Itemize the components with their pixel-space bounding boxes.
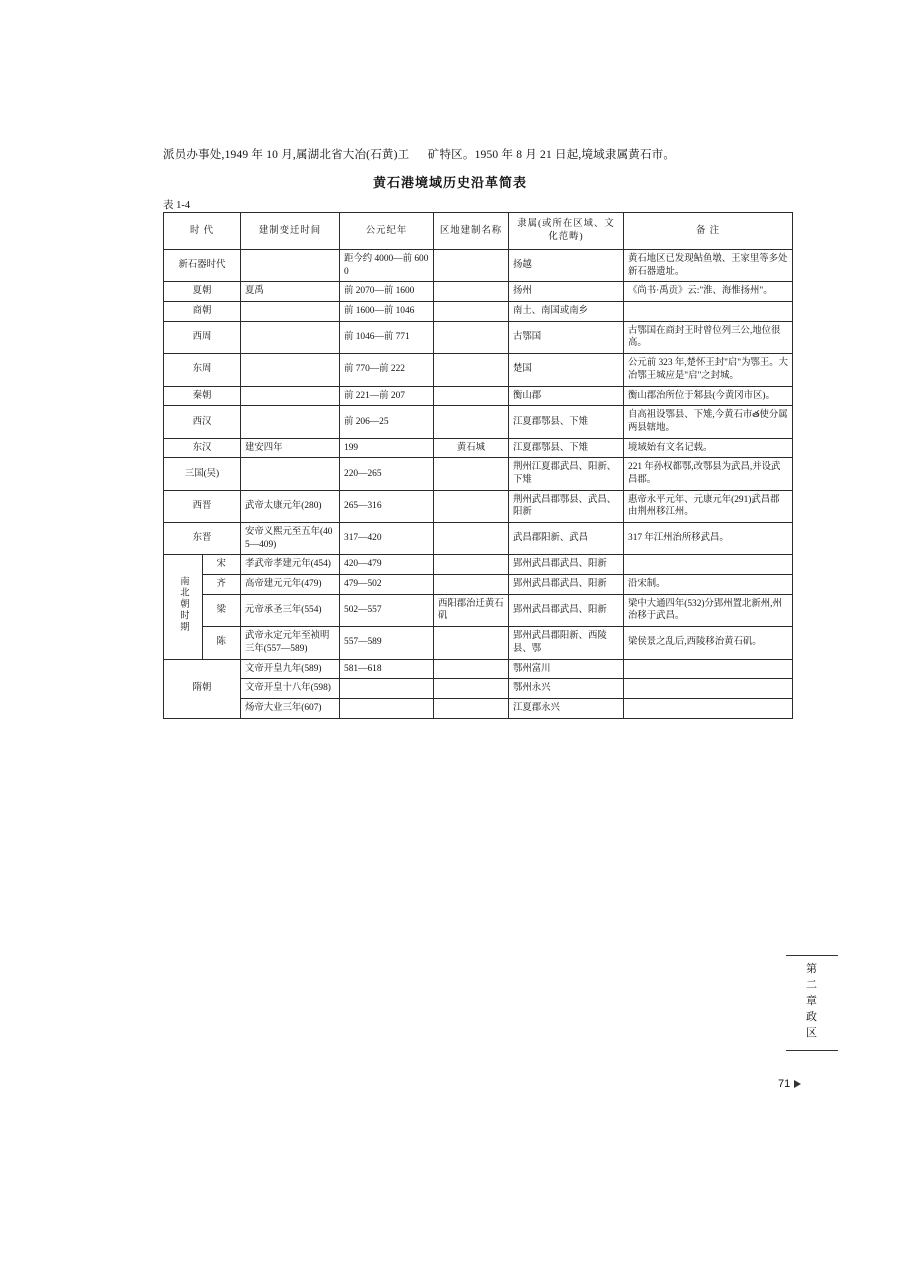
- cell-year: 前 1046—前 771: [340, 321, 434, 353]
- cell-era: 秦朝: [164, 386, 241, 406]
- intro-paragraph: 派员办事处,1949 年 10 月,属湖北省大冶(石黄)工 矿特区。1950 年 8 月 21 日起,境域隶属黄石市。: [163, 149, 676, 161]
- cell-change: 夏禹: [241, 282, 340, 302]
- cell-change: [241, 321, 340, 353]
- cell-district: [434, 575, 509, 595]
- triangle-marker-icon: [794, 1080, 801, 1088]
- cell-belong: 鄂州富川: [509, 659, 624, 679]
- cell-note: [624, 679, 793, 699]
- cell-note: 公元前 323 年,楚怀王封"启"为鄂王。大冶鄂王城应是"启"之封城。: [624, 354, 793, 386]
- cell-belong: 衡山郡: [509, 386, 624, 406]
- cell-year: 502—557: [340, 594, 434, 626]
- cell-change: 元帝承圣三年(554): [241, 594, 340, 626]
- cell-note: 黄石地区已发现鲇鱼墩、王家里等多处新石器遗址。: [624, 250, 793, 282]
- cell-district: [434, 490, 509, 522]
- cell-year: [340, 679, 434, 699]
- cell-note: 沿宋制。: [624, 575, 793, 595]
- cell-change: 武帝太康元年(280): [241, 490, 340, 522]
- cell-year: 479—502: [340, 575, 434, 595]
- cell-year: 前 206—25: [340, 406, 434, 438]
- cell-note: 梁中大通四年(532)分郢州置北新州,州治移于武昌。: [624, 594, 793, 626]
- cell-district: 黄石城: [434, 438, 509, 458]
- cell-belong: 江夏郡永兴: [509, 698, 624, 718]
- table-row: [164, 250, 793, 282]
- header-belonging: 隶属(或所在区域、文化范畴): [509, 213, 624, 250]
- cell-era: 西晋: [164, 490, 241, 522]
- table-row: [164, 438, 793, 458]
- cell-era-group-nanbeichao: [164, 555, 203, 659]
- cell-district: [434, 250, 509, 282]
- table-row: [164, 406, 793, 438]
- cell-note: 境域始有文名记载。: [624, 438, 793, 458]
- cell-year: 前 221—前 207: [340, 386, 434, 406]
- cell-year: 前 1600—前 1046: [340, 302, 434, 322]
- cell-district: [434, 679, 509, 699]
- cell-note: [624, 302, 793, 322]
- chapter-sidebar: [786, 955, 838, 1051]
- cell-change: 孝武帝孝建元年(454): [241, 555, 340, 575]
- cell-year: [340, 698, 434, 718]
- cell-district: [434, 282, 509, 302]
- cell-district: [434, 354, 509, 386]
- cell-note: 梁侯景之乱后,西陵移治黄石矶。: [624, 627, 793, 659]
- cell-year: 220—265: [340, 458, 434, 490]
- cell-era-sub: 宋: [202, 555, 241, 575]
- cell-belong: 江夏郡鄂县、下雉: [509, 406, 624, 438]
- table-header-row: [164, 213, 793, 250]
- cell-era-sub: 梁: [202, 594, 241, 626]
- cell-era: 三国(吴): [164, 458, 241, 490]
- table-row: [164, 458, 793, 490]
- cell-era: 新石器时代: [164, 250, 241, 282]
- cell-district: [434, 523, 509, 555]
- cell-belong: 荆州武昌郡鄂县、武昌、阳新: [509, 490, 624, 522]
- table-number: 表 1-4: [163, 200, 191, 211]
- table-row: [164, 490, 793, 522]
- cell-district: [434, 627, 509, 659]
- cell-note: [624, 555, 793, 575]
- sidebar-chapter-char: 二: [806, 978, 818, 991]
- cell-change: 炀帝大业三年(607): [241, 698, 340, 718]
- cell-belong: 扬州: [509, 282, 624, 302]
- cell-era: 西周: [164, 321, 241, 353]
- table-row: [164, 698, 793, 718]
- cell-district: 西阳郡治迁黄石矶: [434, 594, 509, 626]
- table-row: [164, 302, 793, 322]
- cell-belong: 南土、南国或南乡: [509, 302, 624, 322]
- table-row: [164, 354, 793, 386]
- cell-change: [241, 354, 340, 386]
- table-row: [164, 523, 793, 555]
- page-number: 71: [778, 1078, 791, 1090]
- cell-era-group-sui: 隋朝: [164, 659, 241, 718]
- sidebar-chapter-char: 区: [806, 1026, 818, 1039]
- sidebar-chapter-label: [786, 956, 838, 1050]
- cell-district: [434, 386, 509, 406]
- table-row: [164, 555, 793, 575]
- cell-era-sub: 齐: [202, 575, 241, 595]
- cell-era: 东晋: [164, 523, 241, 555]
- cell-district: [434, 555, 509, 575]
- cell-note: 《尚书·禹贡》云:"淮、海惟扬州"。: [624, 282, 793, 302]
- cell-district: [434, 659, 509, 679]
- table-row: [164, 659, 793, 679]
- cell-belong: 古鄂国: [509, 321, 624, 353]
- table-row: [164, 627, 793, 659]
- cell-note: 自高祖设鄂县、下雉,今黄石市త使分属两县辖地。: [624, 406, 793, 438]
- header-era: 时 代: [164, 213, 241, 250]
- cell-change: [241, 386, 340, 406]
- cell-district: [434, 321, 509, 353]
- cell-belong: 郢州武昌郡武昌、阳新: [509, 575, 624, 595]
- cell-belong: 楚国: [509, 354, 624, 386]
- cell-year: 557—589: [340, 627, 434, 659]
- cell-note: 221 年孙权都鄂,改鄂县为武昌,并设武昌郡。: [624, 458, 793, 490]
- cell-era: 商朝: [164, 302, 241, 322]
- cell-year: 前 2070—前 1600: [340, 282, 434, 302]
- cell-district: [434, 458, 509, 490]
- cell-belong: 郢州武昌郡阳新、西陵县、鄂: [509, 627, 624, 659]
- sidebar-rule-bottom: [786, 1050, 838, 1051]
- history-evolution-table: [163, 212, 793, 719]
- cell-change: [241, 250, 340, 282]
- cell-year: 前 770—前 222: [340, 354, 434, 386]
- cell-change: 文帝开皇九年(589): [241, 659, 340, 679]
- cell-note: 衡山郡治所位于邾县(今黄冈市区)。: [624, 386, 793, 406]
- cell-belong: 郢州武昌郡武昌、阳新: [509, 594, 624, 626]
- table-row: [164, 679, 793, 699]
- cell-district: [434, 698, 509, 718]
- cell-note: [624, 698, 793, 718]
- cell-change: [241, 458, 340, 490]
- cell-change: 安帝义熙元至五年(405—409): [241, 523, 340, 555]
- cell-belong: 扬越: [509, 250, 624, 282]
- cell-year: 265—316: [340, 490, 434, 522]
- sidebar-chapter-char: 章: [806, 994, 818, 1007]
- header-note: 备 注: [624, 213, 793, 250]
- table-row: [164, 282, 793, 302]
- table-title: 黄石港境域历史沿革简表: [372, 175, 527, 190]
- table-row: [164, 321, 793, 353]
- cell-belong: 江夏郡鄂县、下雉: [509, 438, 624, 458]
- cell-district: [434, 302, 509, 322]
- cell-change: 武帝永定元年至祯明三年(557—589): [241, 627, 340, 659]
- table-row: [164, 386, 793, 406]
- sidebar-chapter-char: 政: [806, 1010, 818, 1023]
- sidebar-chapter-char: 第: [806, 963, 818, 975]
- cell-district: [434, 406, 509, 438]
- header-change-time: 建制变迁时间: [241, 213, 340, 250]
- cell-note: [624, 659, 793, 679]
- cell-year: 距今约 4000—前 6000: [340, 250, 434, 282]
- header-district-name: 区地建制名称: [434, 213, 509, 250]
- cell-note: 惠帝永平元年、元康元年(291)武昌郡由荆州移江州。: [624, 490, 793, 522]
- cell-year: 420—479: [340, 555, 434, 575]
- cell-era: 夏朝: [164, 282, 241, 302]
- cell-change: [241, 406, 340, 438]
- era-group-label: 南北朝时期: [177, 576, 188, 634]
- cell-year: 199: [340, 438, 434, 458]
- cell-era-sub: 陈: [202, 627, 241, 659]
- cell-note: 317 年江州治所移武昌。: [624, 523, 793, 555]
- cell-note: 古鄂国在商封王时曾位列三公,地位很高。: [624, 321, 793, 353]
- cell-belong: 郢州武昌郡武昌、阳新: [509, 555, 624, 575]
- cell-change: 建安四年: [241, 438, 340, 458]
- cell-change: 高帝建元元年(479): [241, 575, 340, 595]
- cell-belong: 鄂州永兴: [509, 679, 624, 699]
- table-row: [164, 594, 793, 626]
- page-footer: [778, 1078, 838, 1090]
- cell-belong: 武昌郡阳新、武昌: [509, 523, 624, 555]
- table-row: [164, 575, 793, 595]
- cell-change: [241, 302, 340, 322]
- cell-year: 581—618: [340, 659, 434, 679]
- cell-era: 东汉: [164, 438, 241, 458]
- cell-era: 东周: [164, 354, 241, 386]
- cell-era: 西汉: [164, 406, 241, 438]
- cell-change: 文帝开皇十八年(598): [241, 679, 340, 699]
- header-ad-year: 公元纪年: [340, 213, 434, 250]
- cell-year: 317—420: [340, 523, 434, 555]
- cell-belong: 荆州江夏郡武昌、阳新、下雉: [509, 458, 624, 490]
